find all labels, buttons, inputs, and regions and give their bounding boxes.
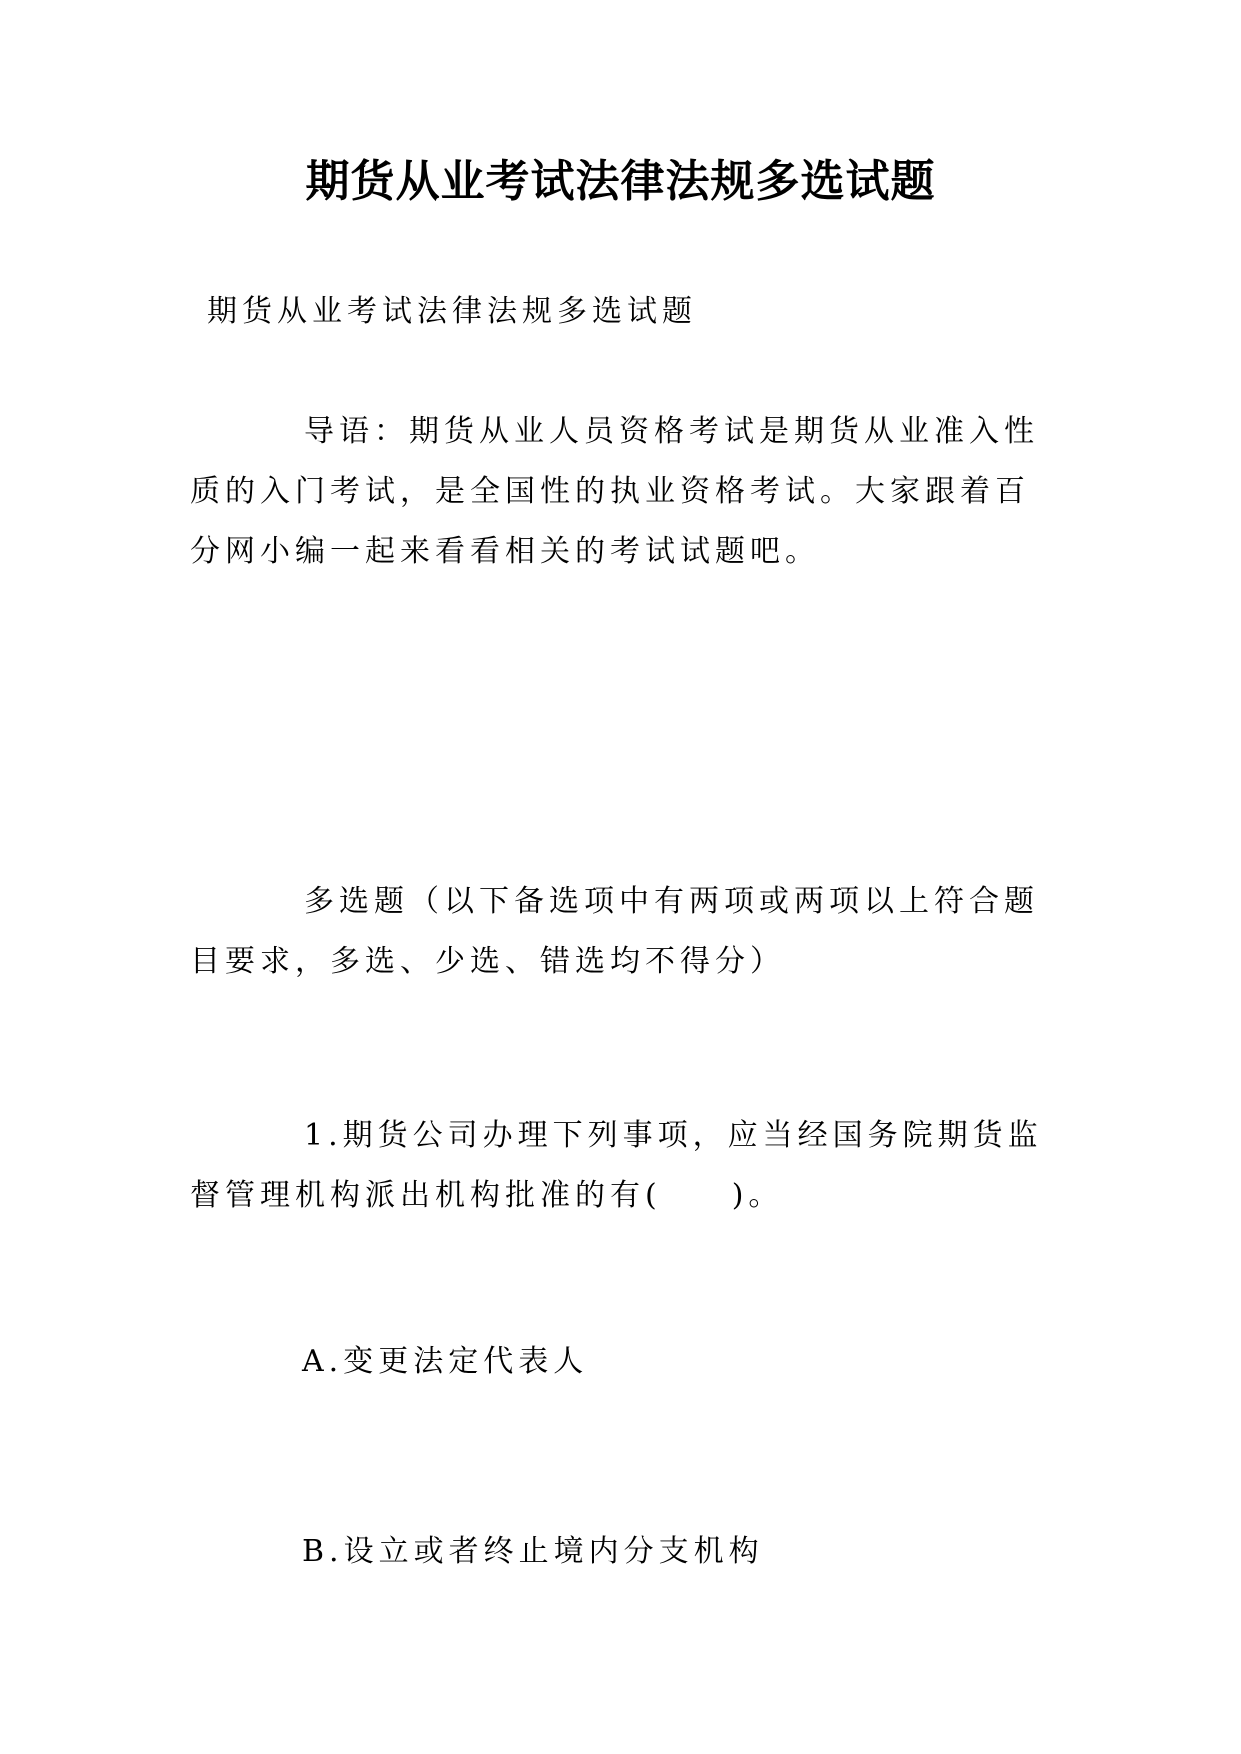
instructions-paragraph: 多选题（以下备选项中有两项或两项以上符合题目要求，多选、少选、错选均不得分） [190,884,1039,979]
option-b: B.设立或者终止境内分支机构 [302,1534,764,1569]
intro-paragraph: 导语：期货从业人员资格考试是期货从业准入性质的入门考试，是全国性的执业资格考试。大家跟着百分网小编一起来看看相关的考试试题吧。 [190,414,1039,569]
question-text: 1.期货公司办理下列事项，应当经国务院期货监督管理机构派出机构批准的有( )。 [190,1118,1043,1213]
page-title: 期货从业考试法律法规多选试题 [305,156,936,207]
document-subtitle: 期货从业考试法律法规多选试题 [207,294,697,329]
option-a: A.变更法定代表人 [302,1344,589,1379]
